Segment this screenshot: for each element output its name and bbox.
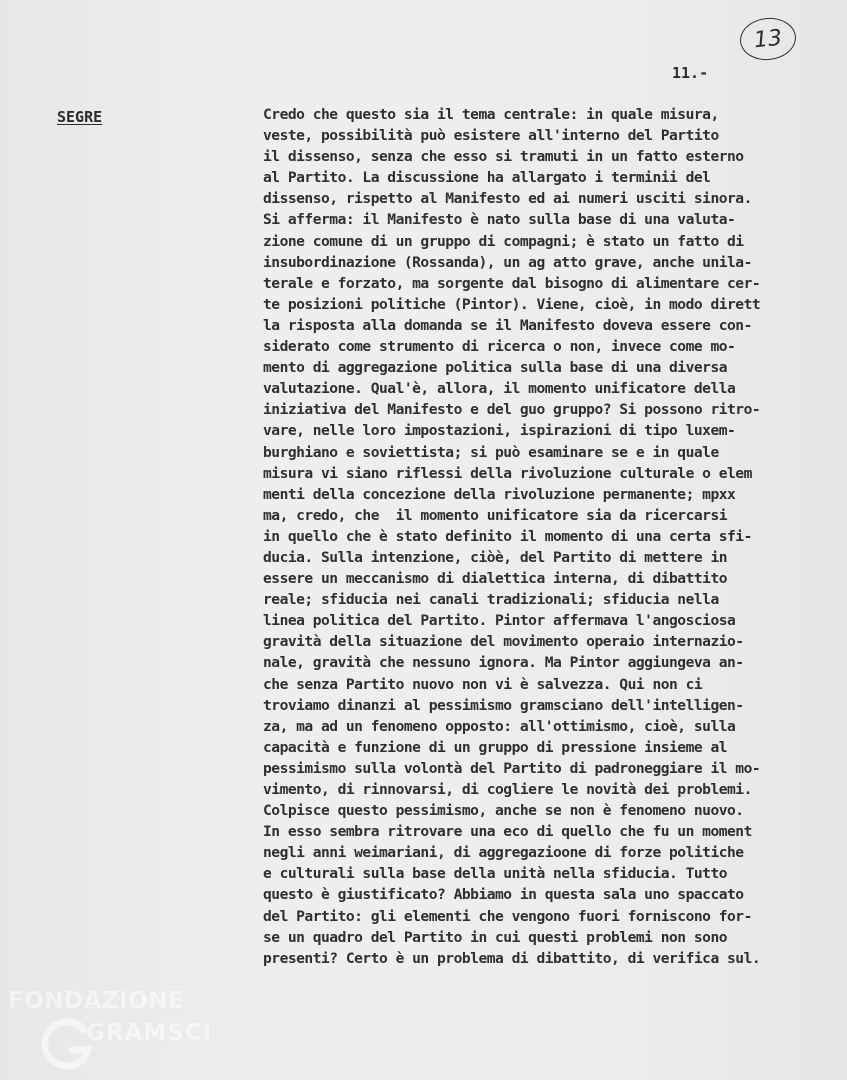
text-line: menti della concezione della rivoluzione permanente; mpxx (263, 485, 736, 503)
text-line: vimento, di rinnovarsi, di cogliere le novità dei problemi. (263, 781, 752, 798)
watermark-line1: FONDAZIONE (8, 988, 185, 1014)
text-line: za, ma ad un fenomeno opposto: all'ottimismo, cioè, sulla (263, 717, 736, 735)
text-line: che senza Partito nuovo non vi è salvezza. Qui non ci (263, 675, 703, 693)
text-line: terale e forzato, ma sorgente dal bisogno di alimentare cer- (263, 274, 761, 292)
text-line: capacità e funzione di un gruppo di pressione insieme al (263, 738, 728, 756)
text-line: la risposta alla domanda se il Manifesto doveva essere con- (263, 316, 752, 334)
archive-number: 13 (752, 25, 784, 53)
text-line: mento di aggregazione politica sulla base di una diversa (263, 359, 728, 377)
text-line: vare, nelle loro impostazioni, ispirazioni di tipo luxem- (263, 422, 736, 440)
text-line: del Partito: gli elementi che vengono fuori forniscono for- (263, 907, 752, 925)
text-line: troviamo dinanzi al pessimismo gramsciano dell'intelligen- (263, 696, 744, 714)
text-line: veste, possibilità può esistere all'interno del Partito (263, 127, 719, 145)
text-line: essere un meccanismo di dialettica interna, di dibattito (263, 570, 728, 588)
speech-body (263, 104, 847, 969)
text-line: In esso sembra ritrovare una eco di quello che fu un moment (263, 823, 752, 841)
fondazione-gramsci-watermark (8, 986, 238, 1076)
page-number: 11.- (672, 64, 709, 82)
text-line: zione comune di un gruppo di compagni; è stato un fatto di (263, 232, 744, 250)
text-line: gravità della situazione del movimento operaio internazio- (263, 633, 744, 651)
speaker-name: SEGRE (57, 108, 103, 126)
text-line: nale, gravità che nessuno ignora. Ma Pintor aggiungeva an- (263, 654, 744, 672)
text-line: il dissenso, senza che esso si tramuti in un fatto esterno (263, 148, 744, 166)
text-line: Colpisce questo pessimismo, anche se non è fenomeno nuovo. (263, 802, 744, 820)
text-line: questo è giustificato? Abbiamo in questa sala uno spaccato (263, 886, 744, 904)
watermark-line2: GRAMSCI (86, 1020, 213, 1046)
text-line: linea politica del Partito. Pintor affermava l'angosciosa (263, 612, 736, 630)
text-line: dissenso, rispetto al Manifesto ed ai numeri usciti sinora. (263, 190, 752, 208)
text-line: ma, credo, che il momento unificatore sia da ricercarsi (263, 506, 728, 524)
text-line: pessimismo sulla volontà del Partito di padroneggiare il mo- (263, 759, 761, 777)
archive-page-number-stamp (738, 15, 798, 63)
text-line: misura vi siano riflessi della rivoluzione culturale o elem (263, 464, 752, 482)
text-line: ducia. Sulla intenzione, ciòè, del Partito di mettere in (263, 548, 728, 566)
text-line: valutazione. Qual'è, allora, il momento unificatore della (263, 380, 736, 398)
text-line: Si afferma: il Manifesto è nato sulla base di una valuta- (263, 211, 736, 229)
text-line: se un quadro del Partito in cui questi problemi non sono (263, 928, 728, 946)
text-line: al Partito. La discussione ha allargato i terminii del (263, 169, 711, 187)
text-line: te posizioni politiche (Pintor). Viene, cioè, in modo dirett (263, 295, 761, 313)
text-line: negli anni weimariani, di aggregazioone di forze politiche (263, 844, 744, 862)
text-line: burghiano e soviettista; si può esaminare se e in quale (263, 443, 719, 461)
text-line: siderato come strumento di ricerca o non, invece come mo- (263, 338, 736, 356)
text-line: iniziativa del Manifesto e del guo gruppo? Si possono ritro- (263, 401, 761, 419)
text-line: Credo che questo sia il tema centrale: in quale misura, (263, 106, 719, 123)
text-line: presenti? Certo è un problema di dibattito, di verifica sul. (263, 949, 761, 967)
text-line: reale; sfiducia nei canali tradizionali; sfiducia nella (263, 591, 719, 609)
text-line: insubordinazione (Rossanda), un ag atto grave, anche unila- (263, 253, 752, 271)
text-line: in quello che è stato definito il momento di una certa sfi- (263, 527, 752, 545)
text-line: e culturali sulla base della unità nella sfiducia. Tutto (263, 865, 728, 883)
